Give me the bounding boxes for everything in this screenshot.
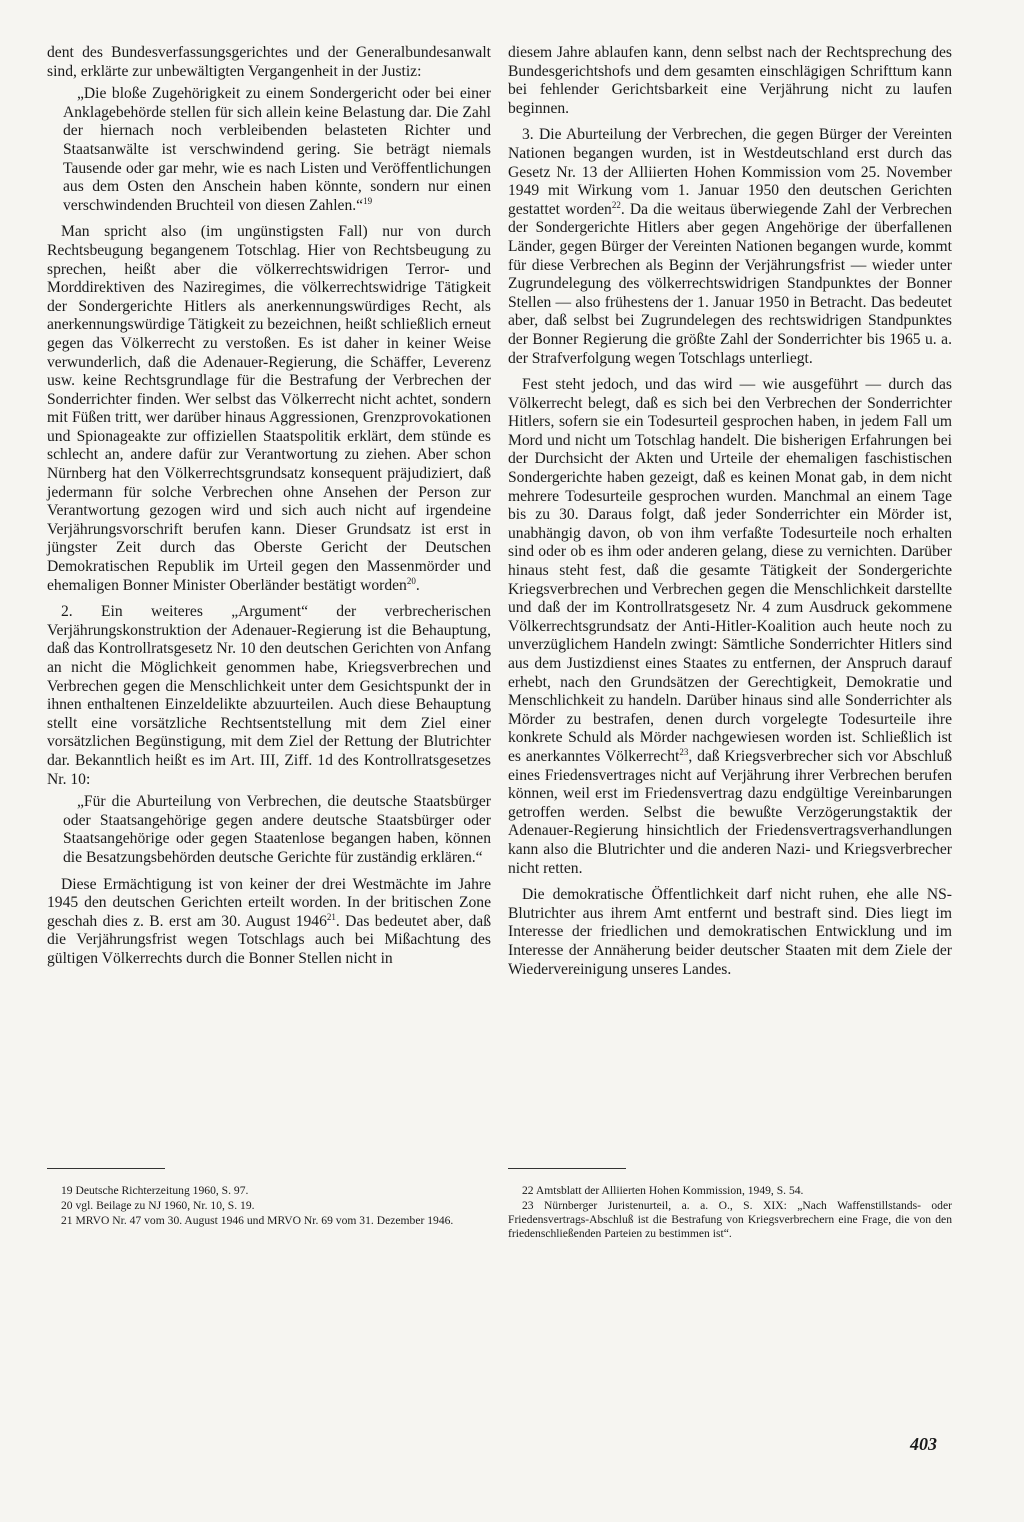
block-quote: „Für die Aburteilung von Verbrechen, die deutsche Staatsbürger oder Staatsangehörige gegen andere deutsche Staatsbürger oder Staatsangehörige oder gegen Staatenlose begangen haben, können die Besatzungsbehörden deutsche Gerichte für zuständig erklären.“ xyxy=(63,793,491,866)
footnote-divider xyxy=(508,1168,626,1169)
paragraph-text: Diese Ermächtigung ist von keiner der drei Westmächte im Jahre 1945 den deutschen Gerichten erteilt worden. In der britischen Zone geschah dies z. B. erst am 30. August 1946 xyxy=(47,875,491,930)
footnote-divider xyxy=(47,1168,165,1169)
footnote: 20 vgl. Beilage zu NJ 1960, Nr. 10, S. 19. xyxy=(61,1199,255,1212)
quote-text: „Die bloße Zugehörigkeit zu einem Sondergericht oder bei einer Anklagebehörde stellen für sich allein keine Belastung dar. Die Zahl der hiernach noch verbleibenden belasteten Richter und Staatsanwälte ist verschwindend gering. Sie beträgt niemals Tausende oder gar mehr, wie es nach Listen und Veröffentlichungen aus dem Osten den Anschein haben könnte, sondern nur einen verschwindenden Bruchteil von diesen Zahlen.“ xyxy=(63,85,491,214)
paragraph-text: . Da die weitaus überwiegende Zahl der Verbrechen der Sondergerichte Hitlers aber gegen Angehörige der überfallenen Länder, gegen Bürger der Vereinten Nationen begangen wurde, kommt für diese Verbrechen als Beginn der Verjährungsfrist — wieder unter Zugrundelegung des völkerrechtswidrigen Standpunktes der Bonner Stellen — also frühestens der 1. Januar 1950 in Betracht. Das bedeutet aber, daß selbst bei Zugrundelegen des rechtswidrigen Standpunktes der Bonner Regierung die größte Zahl der Sonderrichter bis 1965 u. a. der Strafverfolgung wegen Totschlags unterliegt. xyxy=(508,200,953,367)
page-number: 403 xyxy=(910,1434,937,1454)
left-column xyxy=(47,44,491,969)
paragraph-text: Fest steht jedoch, und das wird — wie ausgeführt — durch das Völkerrecht belegt, daß es sich bei den Verbrechen der Sonderrichter Hitlers, sofern sie ein Todesurteil gesprochen haben, in jedem Fall um Mord und nicht um Totschlag handelt. Die bisherigen Erfahrungen bei der Durchsicht der Akten und Urteile der ehemaligen faschistischen Sondergerichte haben gezeigt, daß es keinen Monat gab, in dem nicht mehrere Todesurteile gesprochen wurden. Manchmal an einem Tage bis zu 30. Daraus folgt, daß jeder Sonderrichter ein Mörder ist, unabhängig davon, ob von ihm verfaßte Todesurteile noch erhalten sind oder ob es ihm oder anderen gelang, diese zu vernichten. Darüber hinaus steht fest, daß die gesamte Tätigkeit der Sondergerichte Kriegsverbrechen und Verbrechen gegen die Menschlichkeit darstellte und daß der im Kontrollratsgesetz Nr. 4 zum Ausdruck gekommene Völkerrechtsgrundsatz der Anti-Hitler-Koalition auch heute noch zu unverzüglichem Handeln zwingt: Sämtliche Sonderrichter Hitlers sind aus dem Justizdienst eines Staates zu entfernen, der Anspruch darauf erhebt, nach den Grundsätzen der Gerechtigkeit, Demokratie und Menschlichkeit zu handeln. Darüber hinaus sind alle Sonderrichter als Mörder zu bestrafen, denen durch vorgelegte Todesurteile ihre konkrete Schuld als Mörder nachgewiesen worden ist. Schließlich ist es anerkanntes Völkerrecht xyxy=(508,376,952,765)
paragraph-text: 3. Die Aburteilung der Verbrechen, die gegen Bürger der Vereinten Nationen begangen wurden, ist in Westdeutschland erst durch das Gesetz Nr. 13 der Alliierten Hohen Kommission vom 25. November 1949 mit Wirkung vom 1. Januar 1950 den deutschen Gerichten gestattet worden xyxy=(508,126,952,218)
right-column xyxy=(508,44,952,979)
footnote-ref: 20 xyxy=(406,575,416,586)
footnote-ref: 21 xyxy=(326,911,336,922)
paragraph: 2. Ein weiteres „Argument“ der verbrecherischen Verjährungskonstruktion der Adenauer-Regierung ist die Behauptung, daß das Kontrollratsgesetz Nr. 10 den deutschen Gerichten von Anfang an nicht die Möglichkeit genommen habe, Kriegsverbrechen und Verbrechen gegen die Menschlichkeit unter dem Gesichtspunkt der in ihnen enthaltenen Einzeldelikte abzuurteilen. Auch diese Behauptung stellt eine vorsätzliche Rechtsentstellung mit dem Ziel einer vorsätzlichen Begünstigung, mit dem Ziel der Rettung der Blutrichter dar. Bekanntlich heißt es im Art. III, Ziff. 1d des Kontrollratsgesetzes Nr. 10: xyxy=(47,603,491,788)
footnotes-left xyxy=(47,1184,491,1229)
footnotes-right xyxy=(508,1184,952,1242)
paragraph xyxy=(508,126,952,368)
paragraph xyxy=(47,876,491,969)
paragraph: diesem Jahre ablaufen kann, denn selbst nach der Rechtsprechung des Bundesgerichtshofs und dem gesamten einschlägigen Schrifttum kann bei fehlender Gerichtsbarkeit eine Verjährung nicht zu laufen beginnen. xyxy=(508,44,952,117)
footnote: 23 Nürnberger Juristenurteil, a. a. O., S. XIX: „Nach Waffenstillstands- oder Friedensvertrags-Abschluß ist die Bestrafung von Kriegsverbrechern eine Frage, die von den friedenschließenden Parteien zu bestimmen ist“. xyxy=(508,1199,952,1240)
paragraph-text: . Das bedeutet aber, daß die Verjährungsfrist wegen Totschlags auch bei Mißachtung des gültigen Völkerrechts durch die Bonner Stellen nicht in xyxy=(47,912,491,967)
footnote-ref: 23 xyxy=(679,746,689,757)
paragraph: Man spricht also (im ungünstigsten Fall) nur von durch Rechtsbeugung begangenem Totschlag. Hier von Rechtsbeugung zu sprechen, heißt aber die völkerrechtswidrigen Terror- und Morddirektiven des Naziregimes, die völkerrechtswidrige Tätigkeit der Sondergerichte Hitlers als anerkennungswürdiges Recht, als anerkennungswürdige Tätigkeit zu bezeichnen, heißt schließlich erneut gegen das Völkerrecht zu verstoßen. Es ist daher in keiner Weise verwunderlich, daß die Adenauer-Regierung, die Schäffer, Leverenz usw. keine Rechtsgrundlage für die Bestrafung der Verbrechen der Sonderrichter finden. Wer selbst das Völkerrecht nicht achtet, sondern mit Füßen tritt, wer darüber hinaus Aggressionen, Grenzprovokationen und Spionageakte zur offiziellen Staatspolitik erklärt, dem stünde es schlecht an, andere dafür zur Verantwortung zu ziehen. Aber schon Nürnberg hat den Völkerrechtsgrundsatz konsequent präjudiziert, daß jedermann für solche Verbrechen ohne Ansehen der Person zur Verantwortung gezogen wird und sich auch nicht auf irgendeine Verjährungsvorschrift berufen kann. Dieser Grundsatz ist erst in jüngster Zeit durch das Oberste Gericht der Deutschen Demokratischen Republik im Urteil gegen den Massenmörder und ehemaligen Bonner Minister Oberländer bestätigt worden$^{20}$. xyxy=(47,223,491,594)
paragraph: dent des Bundesverfassungsgerichtes und der Generalbundesanwalt sind, erklärte zur unbewältigten Vergangenheit in der Justiz: xyxy=(47,44,491,80)
footnote: 22 Amtsblatt der Alliierten Hohen Kommission, 1949, S. 54. xyxy=(522,1184,804,1197)
paragraph xyxy=(508,376,952,878)
block-quote xyxy=(63,85,491,215)
paragraph-text: Man spricht also (im ungünstigsten Fall) nur von durch Rechtsbeugung begangenem Totschlag. Hier von Rechtsbeugung zu sprechen, heißt aber die völkerrechtswidrigen Terror- und Morddirektiven des Naziregimes, die völkerrechtswidrige Tätigkeit der Sondergerichte Hitlers als anerkennungswürdiges Recht, als anerkennungswürdige Tätigkeit zu bezeichnen, heißt schließlich erneut gegen das Völkerrecht zu verstoßen. Es ist daher in keiner Weise verwunderlich, daß die Adenauer-Regierung, die Schäffer, Leverenz usw. keine Rechtsgrundlage für die Bestrafung der Verbrechen der Sonderrichter finden. Wer selbst das Völkerrecht nicht achtet, sondern mit Füßen tritt, wer darüber hinaus Aggressionen, Grenzprovokationen und Spionageakte zur offiziellen Staatspolitik erklärt, dem stünde es schlecht an, andere dafür zur Verantwortung zu ziehen. Aber schon Nürnberg hat den Völkerrechtsgrundsatz konsequent präjudiziert, daß jedermann für solche Verbrechen ohne Ansehen der Person zur Verantwortung gezogen wird und sich auch nicht auf irgendeine Verjährungsvorschrift berufen kann. Dieser Grundsatz ist erst in jüngster Zeit durch das Oberste Gericht der Deutschen Demokratischen Republik im Urteil gegen den Massenmörder und ehemaligen Bonner Minister Oberländer bestätigt worden xyxy=(47,223,491,594)
footnote-ref: 19 xyxy=(363,195,373,206)
footnote: 21 MRVO Nr. 47 vom 30. August 1946 und MRVO Nr. 69 vom 31. Dezember 1946. xyxy=(61,1214,454,1227)
paragraph-text: , daß Kriegsverbrecher sich vor Abschluß eines Friedensvertrages nicht auf Verjährung ihrer Verbrechen berufen können, weil erst im Friedensvertrag dazu endgültige Vereinbarungen getroffen werden. Selbst die bewußte Verzögerungstaktik der Adenauer-Regierung hinsichtlich der Friedensvertragsverhandlungen kann also die Blutrichter und die anderen Nazi- und Kriegsverbrecher nicht retten. xyxy=(508,747,952,877)
footnote-ref: 22 xyxy=(611,199,621,210)
footnote: 19 Deutsche Richterzeitung 1960, S. 97. xyxy=(61,1184,249,1197)
paragraph: Die demokratische Öffentlichkeit darf nicht ruhen, ehe alle NS-Blutrichter aus ihrem Amt entfernt und bestraft sind. Dies liegt im Interesse der friedlichen und demokratischen Entwicklung und im Interesse der Annäherung beider deutscher Staaten mit dem Ziele der Wiedervereinigung unseres Landes. xyxy=(508,886,952,978)
